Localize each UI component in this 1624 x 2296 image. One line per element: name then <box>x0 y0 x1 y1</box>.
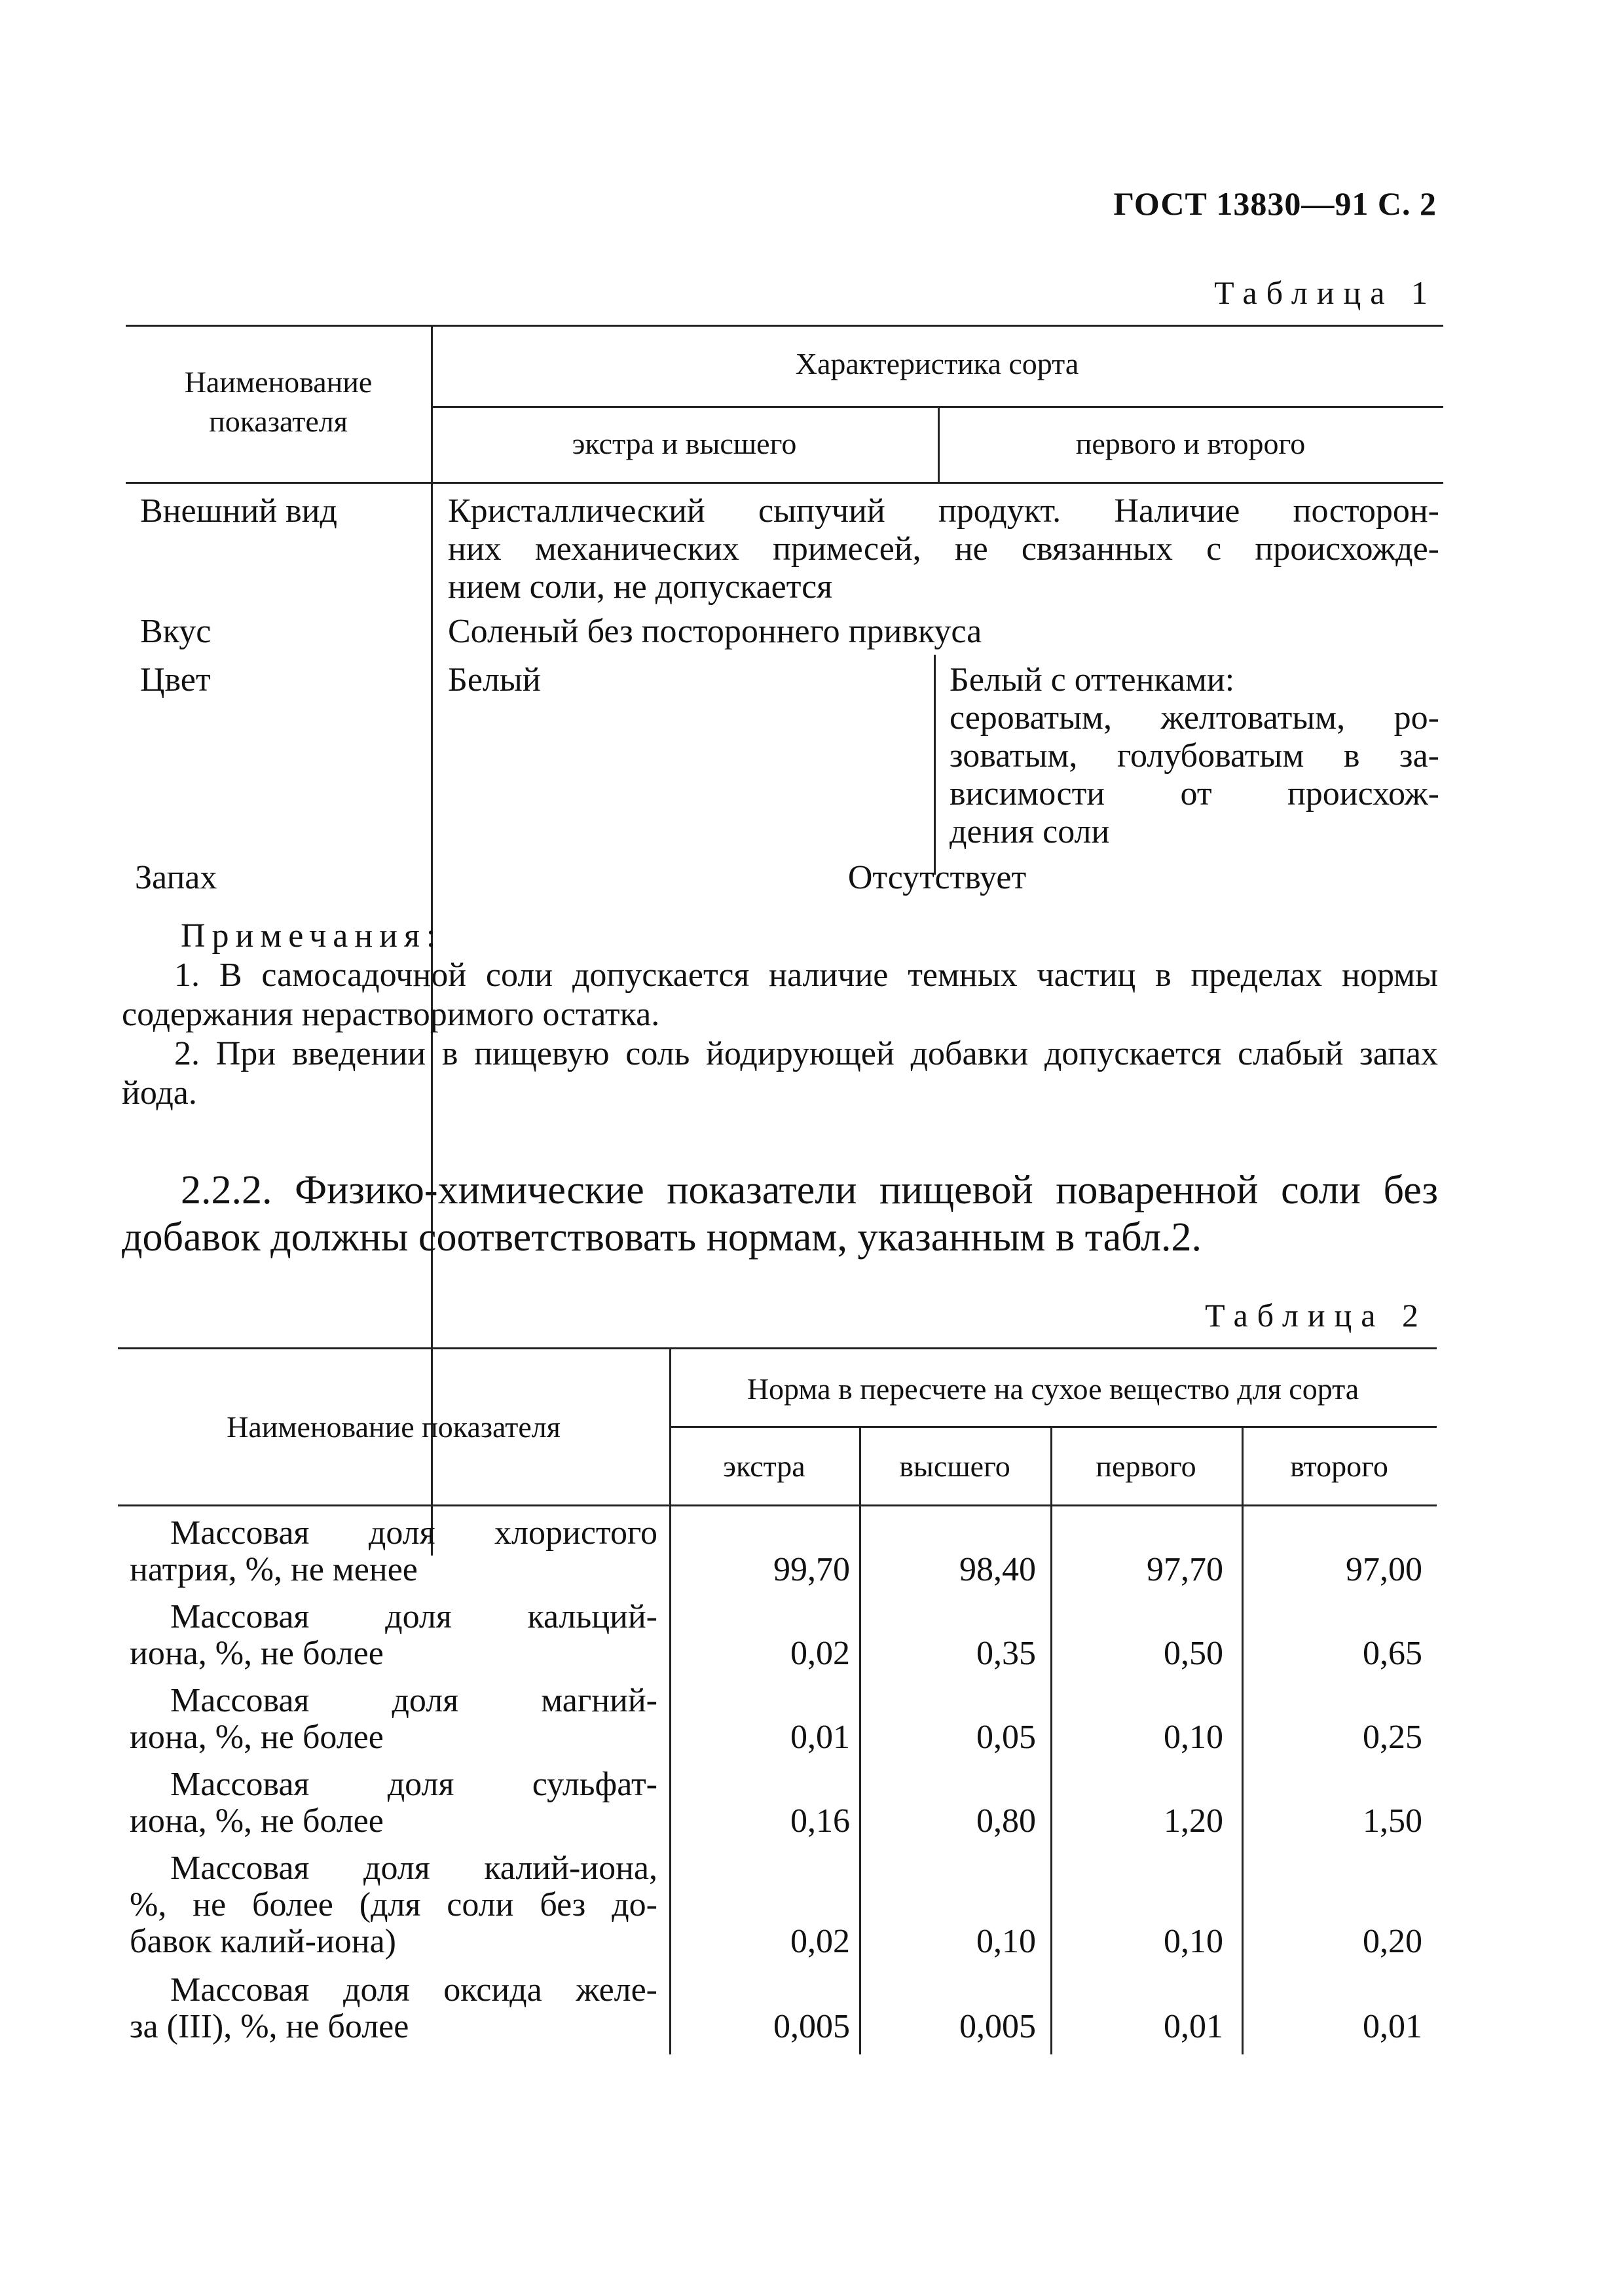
table2-row-label <box>130 1972 657 2045</box>
table2-cell-higher: 0,005 <box>959 2008 1036 2045</box>
row-appearance-line3: нием соли, не допускается <box>448 568 833 606</box>
table2-subcol-extra: экстра <box>723 1449 805 1483</box>
table2-cell-higher: 0,80 <box>976 1802 1036 1840</box>
row-taste-text: Соленый без постороннего привкуса <box>448 613 982 650</box>
table2-vrule-3 <box>1050 1426 1052 2054</box>
table2-row-label <box>130 1766 657 1840</box>
notes-title: Примечания: <box>181 917 443 955</box>
table2-cell-second: 0,01 <box>1363 2008 1422 2045</box>
note-2: 2. При введении в пищевую соль йодирующей добавки допускается слабый запах йода. <box>122 1035 1438 1112</box>
table2-vrule-2 <box>859 1426 861 2054</box>
table2-cell-extra: 0,02 <box>790 1923 850 1960</box>
table2-row-label-line: %, не более (для соли без до- <box>130 1886 657 1923</box>
table2-row-label <box>130 1599 657 1672</box>
table2-cell-first: 0,50 <box>1164 1635 1223 1672</box>
row-appearance-line1: Кристаллический сыпучий продукт. Наличие посторон- <box>448 492 1439 530</box>
table2-cell-extra: 99,70 <box>773 1551 850 1588</box>
table2-row-label-line: иона, %, не более <box>130 1719 384 1756</box>
row-color-right <box>950 661 1439 851</box>
table2-cell-higher: 0,35 <box>976 1635 1036 1672</box>
table2-cell-extra: 0,01 <box>790 1719 850 1756</box>
table2-row-label-line: Массовая доля хлористого <box>170 1514 657 1552</box>
row-appearance-name: Внешний вид <box>140 492 337 530</box>
table2-subcol-first: первого <box>1096 1449 1196 1483</box>
table2-cell-first: 0,01 <box>1164 2008 1223 2045</box>
table2-cell-higher: 0,05 <box>976 1719 1036 1756</box>
table2-row-label <box>130 1683 657 1756</box>
row-color-right-line4: висимости от происхож- <box>950 775 1439 812</box>
table2-cell-higher: 0,10 <box>976 1923 1036 1960</box>
table2-cell-first: 97,70 <box>1147 1551 1223 1588</box>
row-appearance-text <box>448 492 1439 606</box>
note-1: 1. В самосадочной соли допускается наличие темных частиц в пределах нормы содержания нерастворимого остатка. <box>122 957 1438 1033</box>
table2-cell-first: 0,10 <box>1164 1923 1223 1960</box>
table2-row-label-line: Массовая доля калий-иона, <box>170 1850 657 1887</box>
table2-vrule-4 <box>1242 1426 1244 2054</box>
table2-cell-extra: 0,16 <box>790 1802 850 1840</box>
table2-cell-second: 1,50 <box>1363 1802 1422 1840</box>
table2-caption: Таблица 2 <box>1205 1297 1428 1334</box>
table1-col-name <box>126 363 431 441</box>
table2-row-label-line: Массовая доля магний- <box>170 1682 657 1719</box>
table2-subheader-rule <box>669 1426 1437 1428</box>
table2-col-name: Наименование показателя <box>227 1410 561 1444</box>
table2-cell-second: 97,00 <box>1346 1551 1422 1588</box>
table2-col-group: Норма в пересчете на сухое вещество для сорта <box>747 1372 1359 1406</box>
row-color-right-line2: сероватым, желтоватым, ро- <box>950 699 1439 737</box>
table2-header-rule <box>118 1504 1437 1506</box>
table1-col-group: Характеристика сорта <box>795 347 1079 380</box>
table2-cell-first: 0,10 <box>1164 1719 1223 1756</box>
row-appearance-line2: них механических примесей, не связанных с происхожде- <box>448 530 1439 568</box>
table2-row-label-line: бавок калий-иона) <box>130 1923 396 1960</box>
table2-row-label-line: Массовая доля кальций- <box>170 1598 657 1635</box>
table2-subcol-higher: высшего <box>899 1449 1010 1483</box>
table1-top-rule <box>126 325 1443 327</box>
table2-cell-extra: 0,02 <box>790 1635 850 1672</box>
table2-row-label <box>130 1850 657 1960</box>
row-taste-name: Вкус <box>140 613 212 650</box>
table2-subcol-second: второго <box>1290 1449 1388 1483</box>
row-color-right-line1: Белый с оттенками: <box>950 661 1235 699</box>
table2-cell-second: 0,20 <box>1363 1923 1422 1960</box>
table1-header-rule <box>126 482 1443 484</box>
paragraph-2-2-2: 2.2.2. Физико-химические показатели пищевой поваренной соли без добавок должны соответствовать нормам, указанным в табл.2. <box>122 1168 1438 1260</box>
table2-row-label-line: Массовая доля оксида желе- <box>170 1971 657 2009</box>
notes <box>122 917 1438 1113</box>
table2-row-label-line: иона, %, не более <box>130 1635 384 1672</box>
table2-row-label-line: натрия, %, не менее <box>130 1551 418 1588</box>
table2-row-label-line: Массовая доля сульфат- <box>170 1766 657 1803</box>
table2-row-label-line: за (III), %, не более <box>130 2008 409 2045</box>
table2-top-rule <box>118 1347 1437 1349</box>
table2-cell-second: 0,65 <box>1363 1635 1422 1672</box>
table1-col-name-line1: Наименование <box>184 365 373 399</box>
table2-row-label <box>130 1515 657 1588</box>
row-smell-text: Отсутствует <box>847 859 1027 896</box>
table1-subcol-extra: экстра и высшего <box>572 427 797 460</box>
row-color-right-line5: дения соли <box>950 813 1110 850</box>
row-color-name: Цвет <box>140 661 211 699</box>
row-color-left: Белый <box>448 661 541 699</box>
table-2 <box>118 1347 1437 2054</box>
row-smell-name: Запах <box>135 859 217 896</box>
table1-color-divider <box>934 655 936 875</box>
table2-cell-first: 1,20 <box>1164 1802 1223 1840</box>
table1-col-name-line2: показателя <box>209 405 348 438</box>
table1-subcol-first: первого и второго <box>1075 427 1306 460</box>
table2-cell-second: 0,25 <box>1363 1719 1422 1756</box>
table1-caption: Таблица 1 <box>1214 274 1437 311</box>
row-color-right-line3: зоватым, голубоватым в за- <box>950 737 1439 774</box>
table2-row-label-line: иона, %, не более <box>130 1802 384 1840</box>
table2-cell-higher: 98,40 <box>959 1551 1036 1588</box>
document-header: ГОСТ 13830—91 С. 2 <box>1113 185 1437 222</box>
table2-cell-extra: 0,005 <box>773 2008 850 2045</box>
table1-subheader-rule <box>431 406 1443 408</box>
